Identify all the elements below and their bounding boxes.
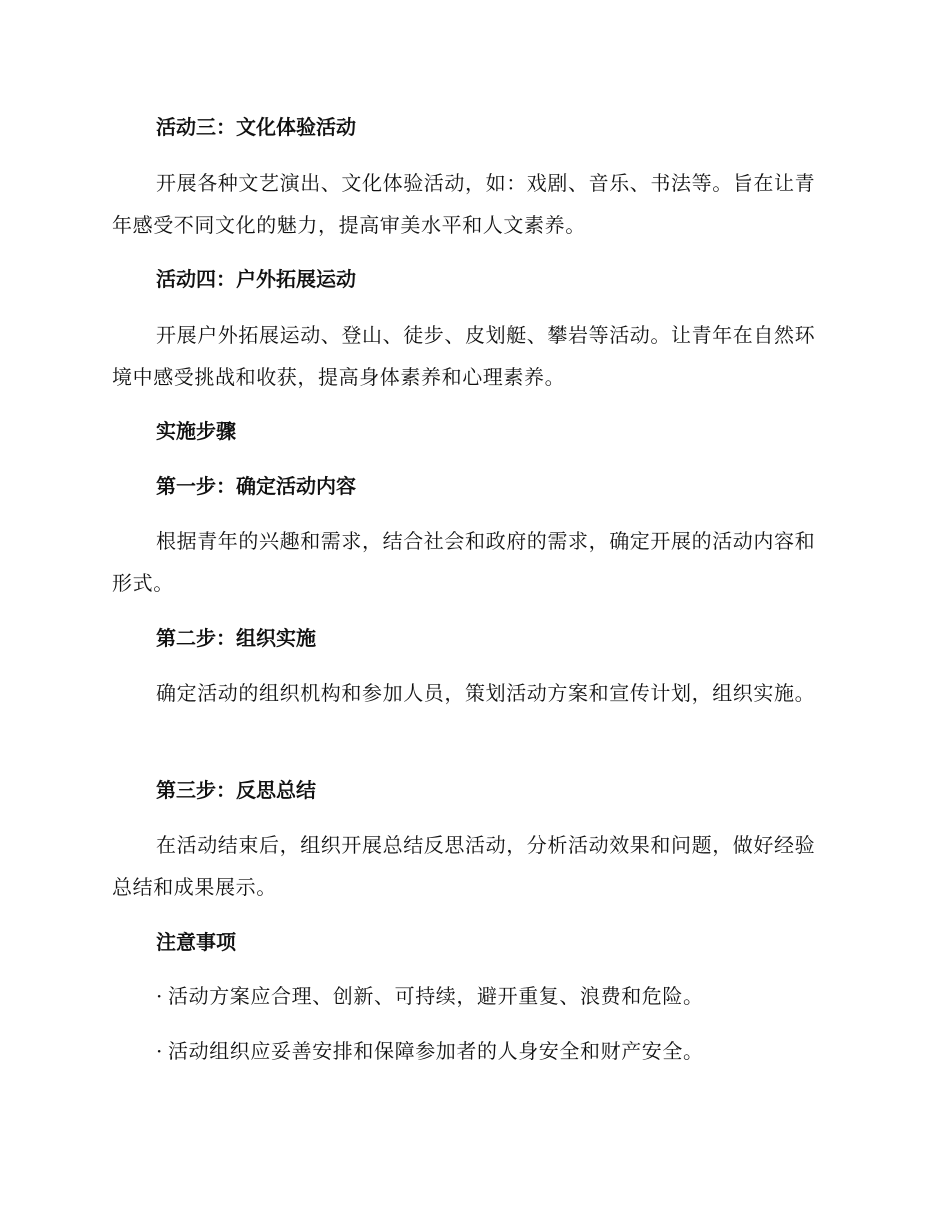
notes-item-text: 活动方案应合理、创新、可持续，避开重复、浪费和危险。: [168, 984, 704, 1008]
step-2-paragraph: 确定活动的组织机构和参加人员，策划活动方案和宣传计划，组织实施。: [156, 681, 816, 705]
step-3-heading: 第三步：反思总结: [156, 778, 316, 802]
step-1-heading: 第一步：确定活动内容: [156, 474, 356, 498]
implementation-steps-heading: 实施步骤: [156, 419, 236, 443]
notes-item-text: 活动组织应妥善安排和保障参加者的人身安全和财产安全。: [168, 1039, 704, 1063]
activity-4-paragraph: 开展户外拓展运动、登山、徒步、皮划艇、攀岩等活动。让青年在自然环境中感受挑战和收获，提高身体素养和心理素养。: [112, 323, 816, 389]
notes-list-item: [112, 1038, 876, 1064]
step-3-paragraph: 在活动结束后，组织开展总结反思活动，分析活动效果和问题，做好经验总结和成果展示。: [112, 833, 816, 899]
bullet-icon: ·: [156, 1039, 163, 1063]
bullet-icon: ·: [156, 984, 163, 1008]
activity-4-heading: 活动四：户外拓展运动: [156, 267, 356, 291]
notes-heading: 注意事项: [156, 930, 236, 954]
step-1-paragraph: 根据青年的兴趣和需求，结合社会和政府的需求，确定开展的活动内容和形式。: [112, 529, 816, 595]
activity-3-heading: 活动三：文化体验活动: [156, 115, 356, 139]
notes-list-item: [112, 983, 876, 1009]
activity-3-paragraph: 开展各种文艺演出、文化体验活动，如：戏剧、音乐、书法等。旨在让青年感受不同文化的魅力，提高审美水平和人文素养。: [112, 171, 816, 237]
step-2-heading: 第二步：组织实施: [156, 626, 316, 650]
